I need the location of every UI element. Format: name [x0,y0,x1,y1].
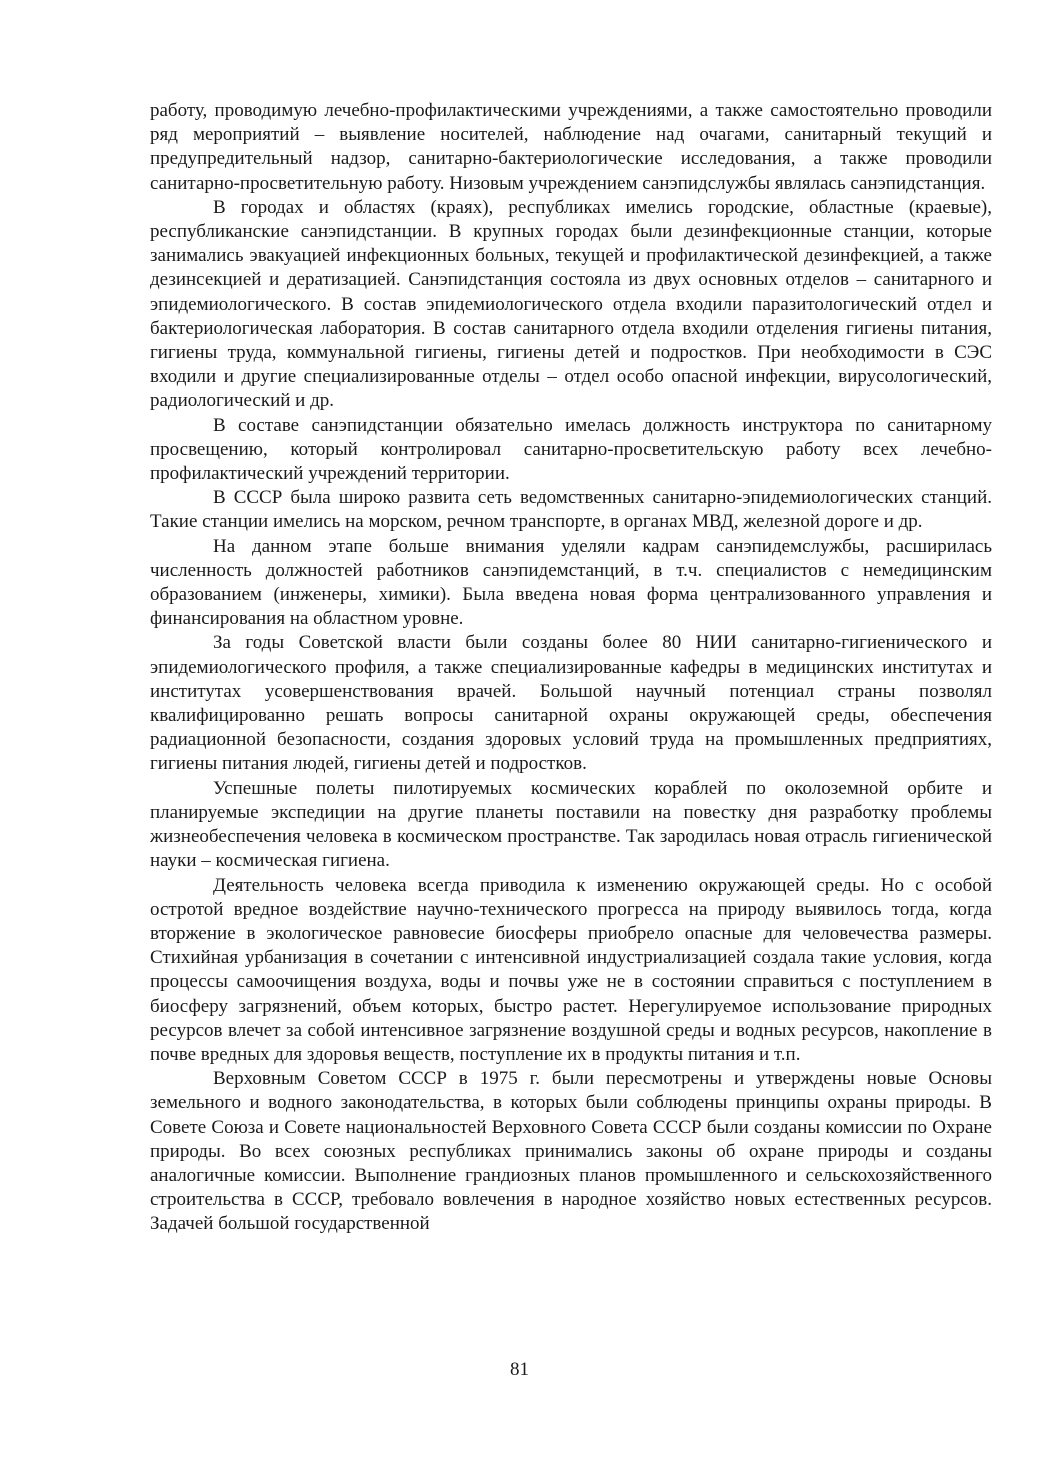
paragraph-9: Верховным Советом СССР в 1975 г. были пересмотрены и утверждены новые Основы земельного и водного законодательства, в которых были соблюдены принципы охраны природы. В Совете Союза и Совете национальностей Верховного Совета СССР были созданы комиссии по Охране природы. Во всех союзных республиках принимались законы об охране природы и созданы аналогичные комиссии. Выполнение грандиозных планов промышленного и сельскохозяйственного строительства в СССР, требовало вовлечения в народное хозяйство новых естественных ресурсов. Задачей большой государственной [150,1068,992,1235]
paragraph-1: работу, проводимую лечебно-профилактическими учреждениями, а также самостоятельно проводили ряд мероприятий – выявление носителей, наблюдение над очагами, санитарный текущий и предупредительный надзор, санитарно-бактериологические исследования, а также проводили санитарно-просветительную работу. Низовым учреждением санэпидслужбы являлась санэпидстанция. [150,100,992,194]
paragraph-8: Деятельность человека всегда приводила к изменению окружающей среды. Но с особой остротой вредное воздействие научно-технического прогресса на природу выявилось тогда, когда вторжение в экологическое равновесие биосферы приобрело опасные для человечества размеры. Стихийная урбанизация в сочетании с интенсивной индустриализацией создала такие условия, когда процессы самоочищения воздуха, воды и почвы уже не в состоянии справиться с поступлением в биосферу загрязнений, объем которых, быстро растет. Нерегулируемое использование природных ресурсов влечет за собой интенсивное загрязнение воздушной среды и водных ресурсов, накопление в почве вредных для здоровья веществ, поступление их в продукты питания и т.п. [150,874,992,1065]
page-number: 81 [510,1359,529,1380]
paragraph-3: В составе санэпидстанции обязательно имелась должность инструктора по санитарному просвещению, который контролировал санитарно-просветительскую работу всех лечебно-профилактический учреждений территории. [150,414,992,485]
paragraph-6: За годы Советской власти были созданы более 80 НИИ санитарно-гигиенического и эпидемиологического профиля, а также специализированные кафедры в медицинских институтах и институтах усовершенствования врачей. Большой научный потенциал страны позволял квалифицированно решать вопросы санитарной охраны окружающей среды, обеспечения радиационной безопасности, создания здоровых условий труда на промышленных предприятиях, гигиены питания людей, гигиены детей и подростков. [150,632,992,775]
paragraph-7: Успешные полеты пилотируемых космических кораблей по околоземной орбите и планируемые экспедиции на другие планеты поставили на повестку дня разработку проблемы жизнеобеспечения человека в космическом пространстве. Так зародилась новая отрасль гигиенической науки – космическая гигиена. [150,777,992,872]
paragraph-5: На данном этапе больше внимания уделяли кадрам санэпидемслужбы, расширилась численность должностей работников санэпидемстанций, в т.ч. специалистов с немедицинским образованием (инженеры, химики). Была введена новая форма централизованного управления и финансирования на областном уровне. [150,535,992,630]
paragraph-2: В городах и областях (краях), республиках имелись городские, областные (краевые), республиканские санэпидстанции. В крупных городах были дезинфекционные станции, которые занимались эвакуацией инфекционных больных, текущей и профилактической дезинфекцией, а также дезинсекцией и дератизацией. Санэпидстанция состояла из двух основных отделов – санитарного и эпидемиологического. В состав эпидемиологического отдела входили паразитологический отдел и бактериологическая лаборатория. В состав санитарного отдела входили отделения гигиены питания, гигиены труда, коммунальной гигиены, гигиены детей и подростков. При необходимости в СЭС входили и другие специализированные отделы – отдел особо опасной инфекции, вирусологический, радиологический и др. [150,196,992,412]
paragraph-4: В СССР была широко развита сеть ведомственных санитарно-эпидемиологических станций. Такие станции имелись на морском, речном транспорте, в органах МВД, железной дороге и др. [150,487,992,533]
body-text [150,99,992,1237]
